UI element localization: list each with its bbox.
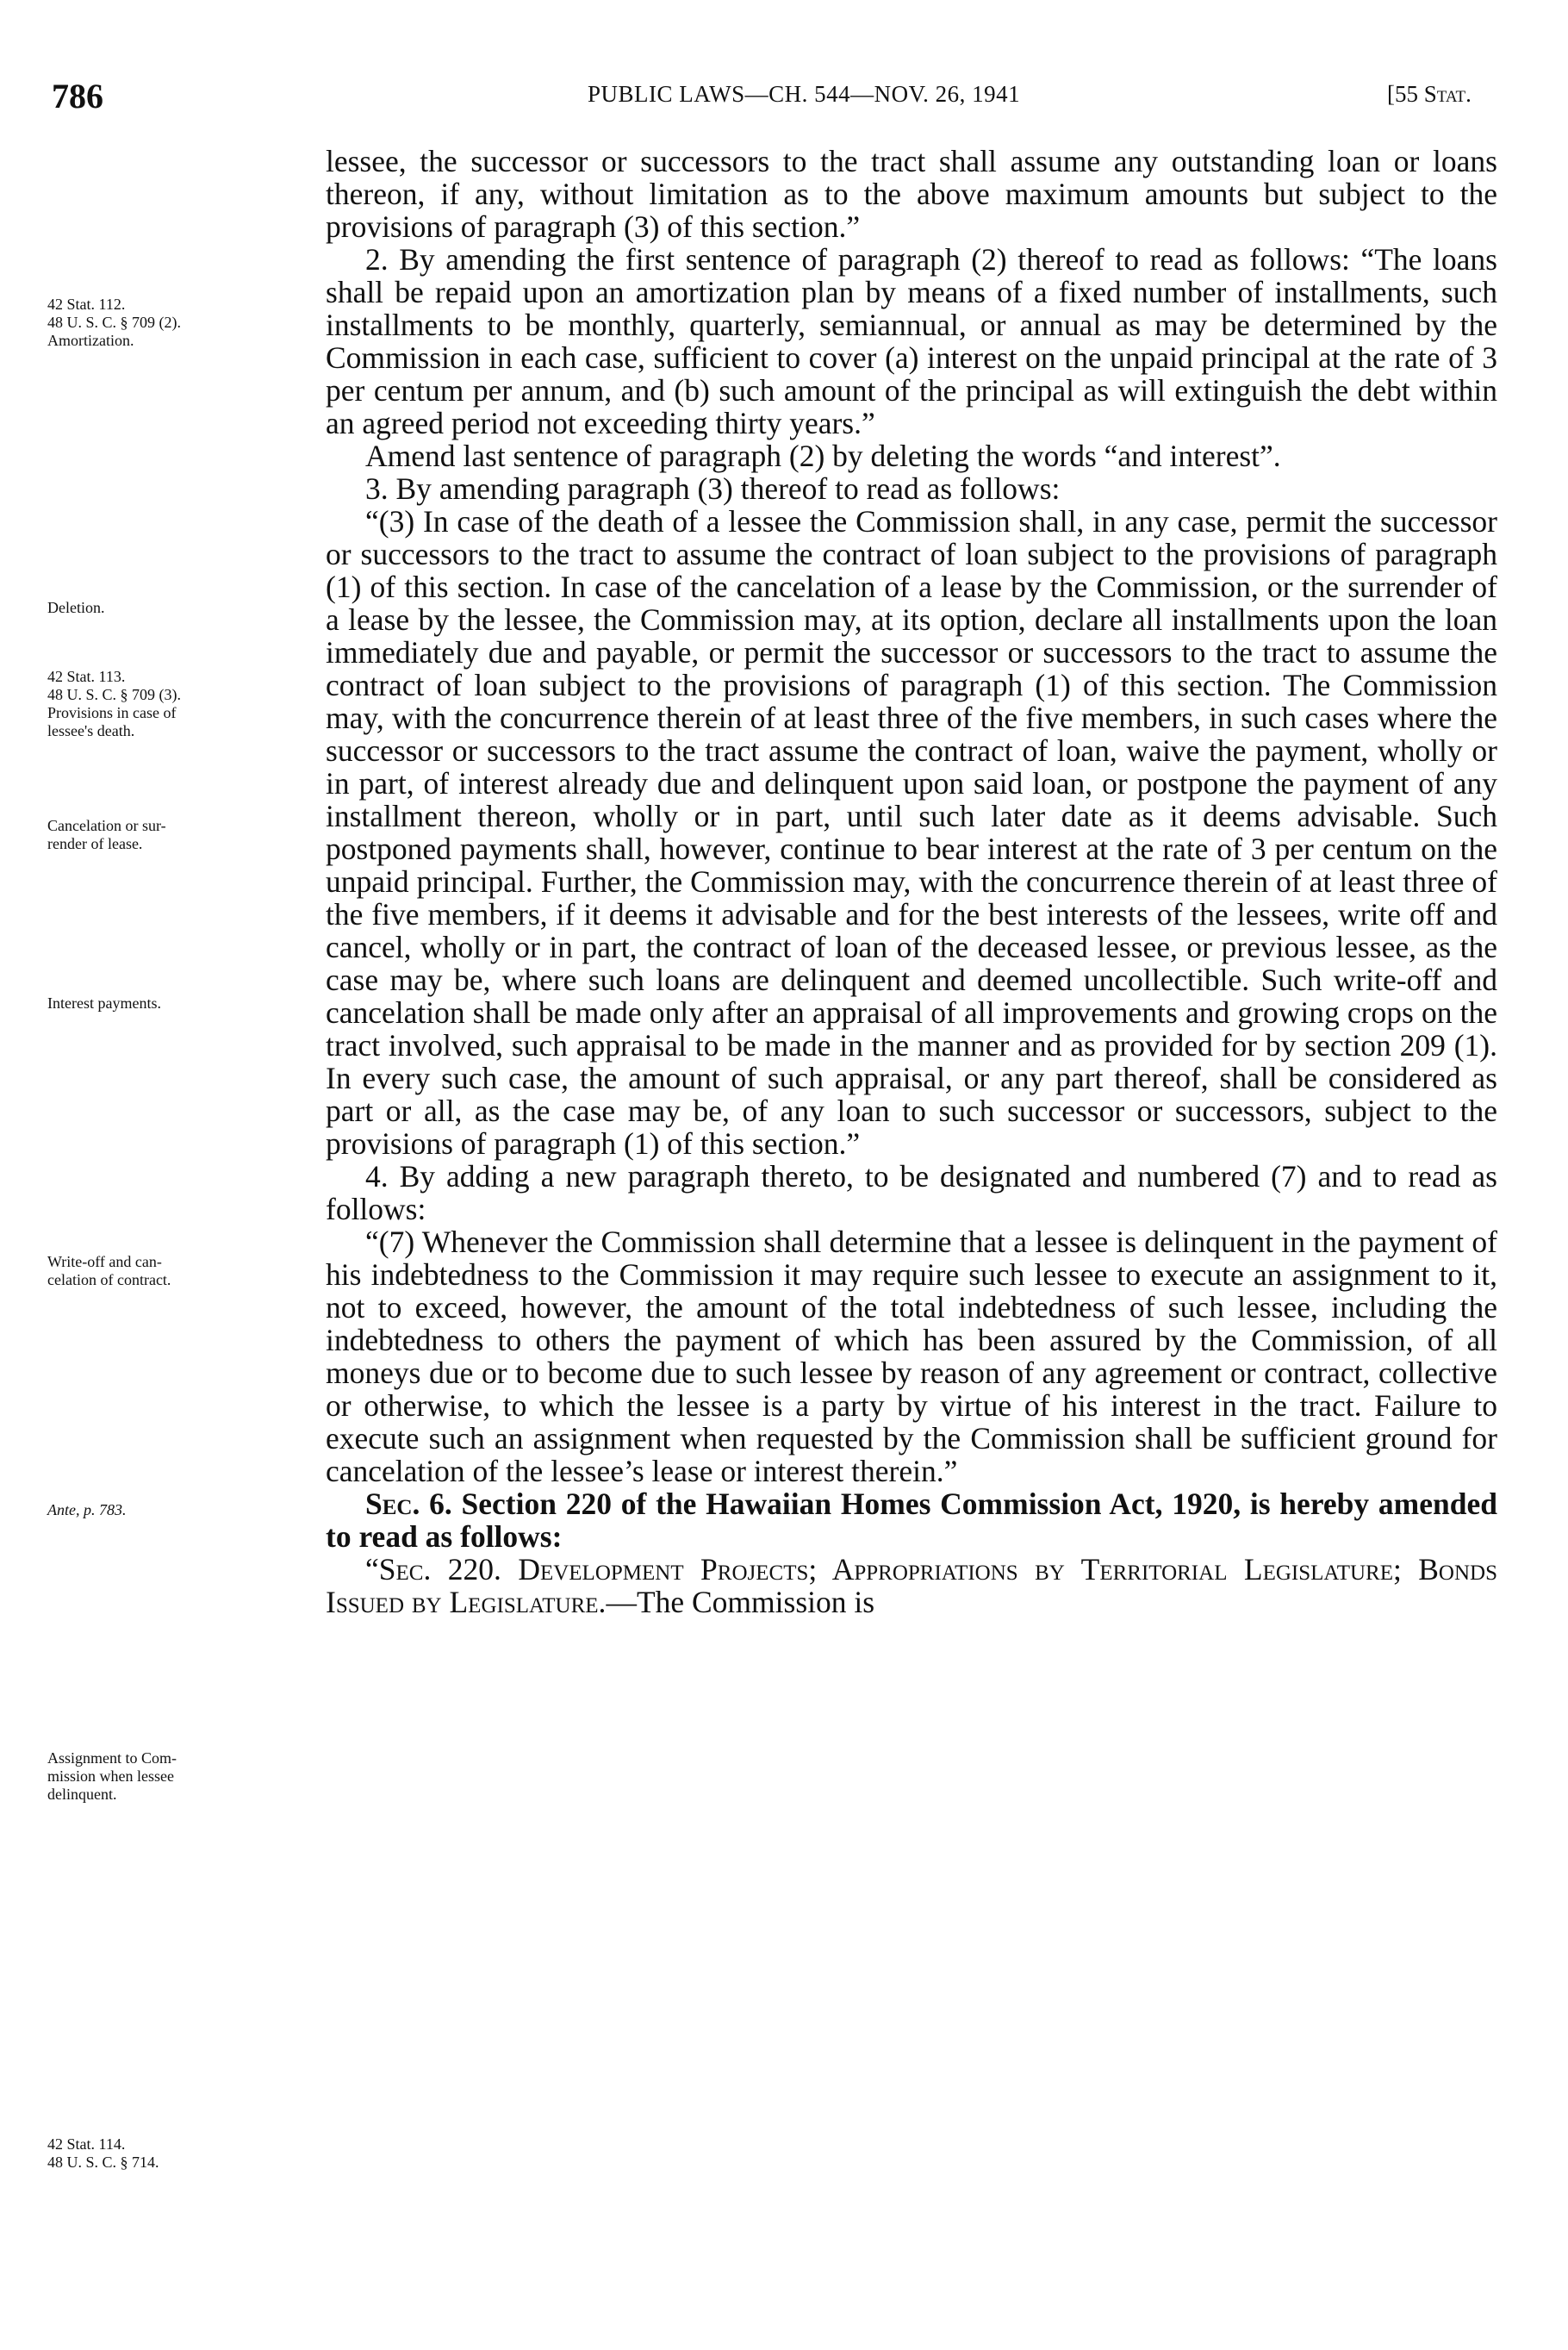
- margin-note-line: render of lease.: [47, 835, 143, 852]
- page-number: 786: [52, 77, 103, 115]
- margin-note-line: 42 Stat. 112.: [47, 296, 126, 313]
- paragraph-sec-220: [326, 1553, 1497, 1618]
- margin-note-line: Assignment to Com-: [47, 1749, 177, 1767]
- margin-note-line: mission when lessee: [47, 1767, 174, 1785]
- volume-ref-prefix: [55: [1387, 81, 1424, 107]
- margin-note-write-off: [47, 1253, 306, 1289]
- margin-note-line: Deletion.: [47, 599, 105, 616]
- margin-note-lessee-death: [47, 668, 306, 740]
- margin-note-line: 48 U. S. C. § 709 (3).: [47, 686, 182, 703]
- margin-note-line: 42 Stat. 113.: [47, 668, 126, 685]
- paragraph-amendment-3: 3. By amending paragraph (3) thereof to read as follows:: [365, 471, 1061, 506]
- sec-6-label: Sec. 6.: [365, 1487, 452, 1521]
- sec-6-text: Section 220 of the Hawaiian Homes Commission Act, 1920, is hereby amended to read as follows:: [326, 1487, 1497, 1554]
- margin-note-section-220: [47, 2135, 306, 2172]
- volume-reference: [1387, 81, 1472, 108]
- margin-note-line: 48 U. S. C. § 709 (2).: [47, 314, 182, 331]
- volume-ref-stat: Stat.: [1423, 81, 1472, 107]
- margin-note-line: Amortization.: [47, 332, 134, 349]
- paragraph-sec-6: [326, 1487, 1497, 1553]
- sec-220-open: “Sec. 220.: [365, 1552, 519, 1586]
- running-head: PUBLIC LAWS—CH. 544—NOV. 26, 1941: [588, 81, 1021, 107]
- paragraph-amendment-4: 4. By adding a new paragraph thereto, to be designated and numbered (7) and to read as follows:: [326, 1159, 1497, 1226]
- margin-note-assignment: [47, 1749, 306, 1804]
- margin-note-amortization: [47, 296, 306, 350]
- margin-note-line: celation of contract.: [47, 1271, 171, 1288]
- margin-note-ante: [47, 1501, 306, 1519]
- main-text: [326, 145, 1497, 1618]
- sec-220-title: Development Projects; Appropriations by Territorial Legislature; Bonds Issued by Legislature.: [326, 1552, 1498, 1619]
- margin-note-line: lessee's death.: [47, 722, 135, 739]
- margin-note-line: Provisions in case of: [47, 704, 177, 721]
- paragraph-section-3-text: “(3) In case of the death of a lessee the Commission shall, in any case, permit the successor or successors to the tract to assume the contract of loan subject to the provisions of paragraph (1) of this section. In case of the cancelation of a lease by the Commission, or the surrender of a lease by the lessee, the Commission may, at its option, declare all installments upon the loan immediately due and payable, or permit the successor or successors to the tract to assume the contract of loan subject to the provisions of paragraph (1) of this section. The Commission may, with the concurrence therein of at least three of the five members, in such cases where the successor or successors to the tract assume the contract of loan, waive the payment, wholly or in part, of interest already due and delinquent upon said loan, or postpone the payment of any installment thereon, wholly or in part, until such later date as it deems advisable. Such postponed payments shall, however, continue to bear interest at the rate of 3 per centum on the unpaid principal. Further, the Commission may, with the concurrence therein of at least three of the five members, if it deems it advisable and for the best interests of the lessees, write off and cancel, wholly or in part, the contract of loan of the deceased lessee, or previous lessee, as the case may be, where such loans are delinquent and deemed uncollectible. Such write-off and cancelation shall be made only after an appraisal of all improvements and growing crops on the tract involved, such appraisal to be made in the manner and as provided for by section 209 (1). In every such case, the amount of such appraisal, or any part thereof, shall be considered as part or all, as the case may be, of any loan to such successor or successors, subject to the provisions of paragraph (1) of this section.”: [326, 504, 1497, 1161]
- paragraph-amendment-2: 2. By amending the first sentence of paragraph (2) thereof to read as follows: “The loans shall be repaid upon an amortization plan by means of a fixed number of installments, such installments to be monthly, quarterly, semiannual, or annual as may be determined by the Commission in each case, sufficient to cover (a) interest on the unpaid principal at the rate of 3 per centum per annum, and (b) such amount of the principal as will extinguish the debt within an agreed period not exceeding thirty years.”: [326, 242, 1497, 440]
- margin-note-line: Cancelation or sur-: [47, 817, 166, 834]
- sec-220-rest: —The Commission is: [606, 1585, 875, 1619]
- margin-notes: [47, 0, 306, 2350]
- margin-note-line: Write-off and can-: [47, 1253, 162, 1270]
- margin-note-interest-payments: [47, 994, 306, 1013]
- paragraph-continuation: lessee, the successor or successors to the tract shall assume any outstanding loan or loans thereon, if any, without limitation as to the above maximum amounts but subject to the provisions of paragraph (3) of this section.”: [326, 144, 1497, 244]
- paragraph-section-7-text: “(7) Whenever the Commission shall determine that a lessee is delinquent in the payment of his indebtedness to the Commission it may require such lessee to execute an assignment to it, not to exceed, however, the amount of the total indebtedness of such lessee, including the indebtedness to others the payment of which has been assured by the Commission, of all moneys due or to become due to such lessee by reason of any agreement or contract, collective or otherwise, to which the lessee is a party by virtue of his interest in the tract. Failure to execute such an assignment when requested by the Commission shall be sufficient ground for cancelation of the lessee’s lease or interest therein.”: [326, 1225, 1497, 1488]
- margin-note-line: Ante, p. 783.: [47, 1501, 127, 1518]
- paragraph-deletion: Amend last sentence of paragraph (2) by deleting the words “and interest”.: [365, 439, 1281, 473]
- margin-note-line: 48 U. S. C. § 714.: [47, 2154, 159, 2171]
- margin-note-line: delinquent.: [47, 1786, 117, 1803]
- margin-note-line: Interest payments.: [47, 994, 161, 1012]
- margin-note-cancelation: [47, 817, 306, 853]
- margin-note-line: 42 Stat. 114.: [47, 2135, 126, 2153]
- margin-note-deletion: [47, 599, 306, 617]
